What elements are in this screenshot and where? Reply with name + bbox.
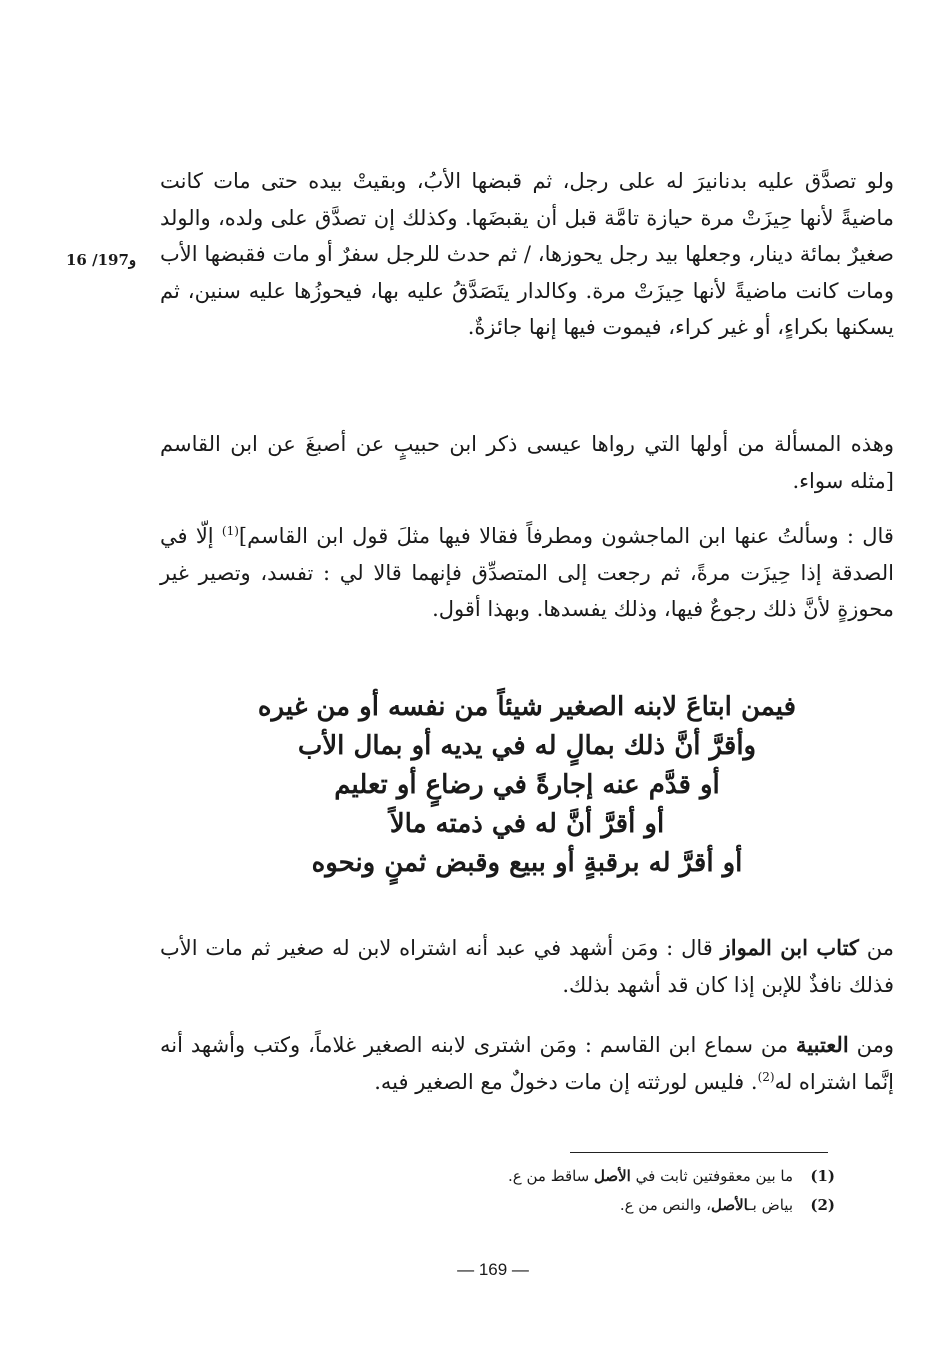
paragraph-3-main: قال : وسألتُ عنها ابن الماجشون ومطرفاً فقالا فيها مثلَ قول ابن القاسم] — [238, 524, 894, 548]
paragraph-4-rest: قال : ومَن أشهد في عبد أنه اشتراه لابن له صغير ثم مات الأب فذلك نافذٌ للإبن إذا كان قد أشهد بذلك. — [160, 936, 894, 997]
paragraph-3-rest: إلّا في الصدقة إذا حِيزَت مرةً، ثم رجعت إلى المتصدِّق فإنهما قالا لي : تفسد، وتصير غير محوزةٍ لأنَّ ذلك رجوعٌ فيها، وذلك يفسدها. وبهذا أقول. — [160, 524, 894, 621]
footnote-1-lead: ما بين معقوفتين ثابت في — [630, 1167, 793, 1185]
source-title-al-utbiyya: العتبية — [796, 1032, 849, 1057]
paragraph-5-rest: . فليس لورثته إن مات دخولٌ مع الصغير فيه. — [374, 1069, 758, 1094]
footnote-separator — [570, 1152, 828, 1153]
footnote-1-bold: الأصل — [594, 1167, 631, 1185]
heading-line-4: أو أقرَّ أنَّ له في ذمته مالاً — [389, 809, 665, 839]
footnotes — [300, 1162, 835, 1220]
paragraph-5-lead: ومن — [848, 1033, 894, 1057]
footnote-2-lead: بياض بـ — [748, 1196, 793, 1214]
paragraph-5-main: من سماع ابن القاسم : ومَن اشترى لابنه الصغير غلاماً، وكتب وأشهد أنه إنَّما اشتراه له — [160, 1033, 894, 1094]
footnote-2 — [300, 1191, 835, 1220]
footnote-ref-2[interactable]: (2) — [757, 1069, 775, 1084]
paragraph-3-text — [160, 518, 894, 628]
footnote-2-number: (2) — [810, 1196, 835, 1214]
footnote-ref-1[interactable]: (1) — [221, 524, 239, 538]
footnote-2-rest: ، والنص من ع. — [619, 1196, 712, 1214]
paragraph-2 — [160, 426, 894, 499]
section-heading — [160, 688, 894, 883]
paragraph-1-text: ولو تصدَّق عليه بدنانيرَ له على رجل، ثم قبضها الأبُ، وبقيتْ بيده حتى مات كانت ماضيةً لأنها حِيزَتْ مرة حيازة تامَّة قبل أن يقبضَها. وكذلك إن تصدَّق على ولده، والولد صغيرٌ بمائة دينار، وجعلها بيد رجل يحوزها، / ثم حدث للرجل سفرٌ أو مات فقبضها الأب ومات كانت ماضيةً لأنها حِيزَتْ مرة. وكالدار يتَصَدَّقُ عليه بها، فيحوزُها عليه سنين، ثم يسكنها بكراءٍ، أو غير كراء، فيموت فيها إنها جائزةٌ. — [160, 169, 894, 339]
heading-line-3: أو قدَّم عنه إجارةً في رضاعٍ أو تعليم — [334, 770, 720, 800]
source-title-ibn-al-mawaz: كتاب ابن المواز — [720, 935, 859, 960]
footnote-1-rest: ساقط من ع. — [508, 1167, 595, 1185]
paragraph-4 — [160, 930, 894, 1003]
paragraph-2-text: وهذه المسألة من أولها التي رواها عيسى ذكر ابن حبيبٍ عن أصبغَ عن ابن القاسم [مثله سواء. — [160, 432, 894, 493]
heading-line-2: وأقرَّ أنَّ ذلك بمالٍ له في يديه أو بمال الأب — [297, 731, 757, 761]
footnote-1 — [300, 1162, 835, 1191]
paragraph-5 — [160, 1027, 894, 1100]
heading-line-5: أو أقرَّ له برقبةٍ أو ببيع وقبض ثمنٍ ونحوه — [311, 848, 743, 878]
paragraph-3 — [160, 518, 894, 628]
footnote-2-bold: الأصل — [711, 1196, 749, 1214]
paragraph-4-text — [160, 930, 894, 1003]
manuscript-folio-reference: 16 /197و — [66, 251, 137, 269]
footnote-1-number: (1) — [810, 1167, 835, 1185]
heading-line-1: فيمن ابتاعَ لابنه الصغير شيئاً من نفسه أو من غيره — [257, 692, 797, 722]
paragraph-4-lead: من — [858, 936, 894, 960]
paragraph-5-text — [160, 1027, 894, 1100]
page-number: — 169 — — [457, 1260, 529, 1279]
paragraph-1 — [160, 163, 894, 346]
